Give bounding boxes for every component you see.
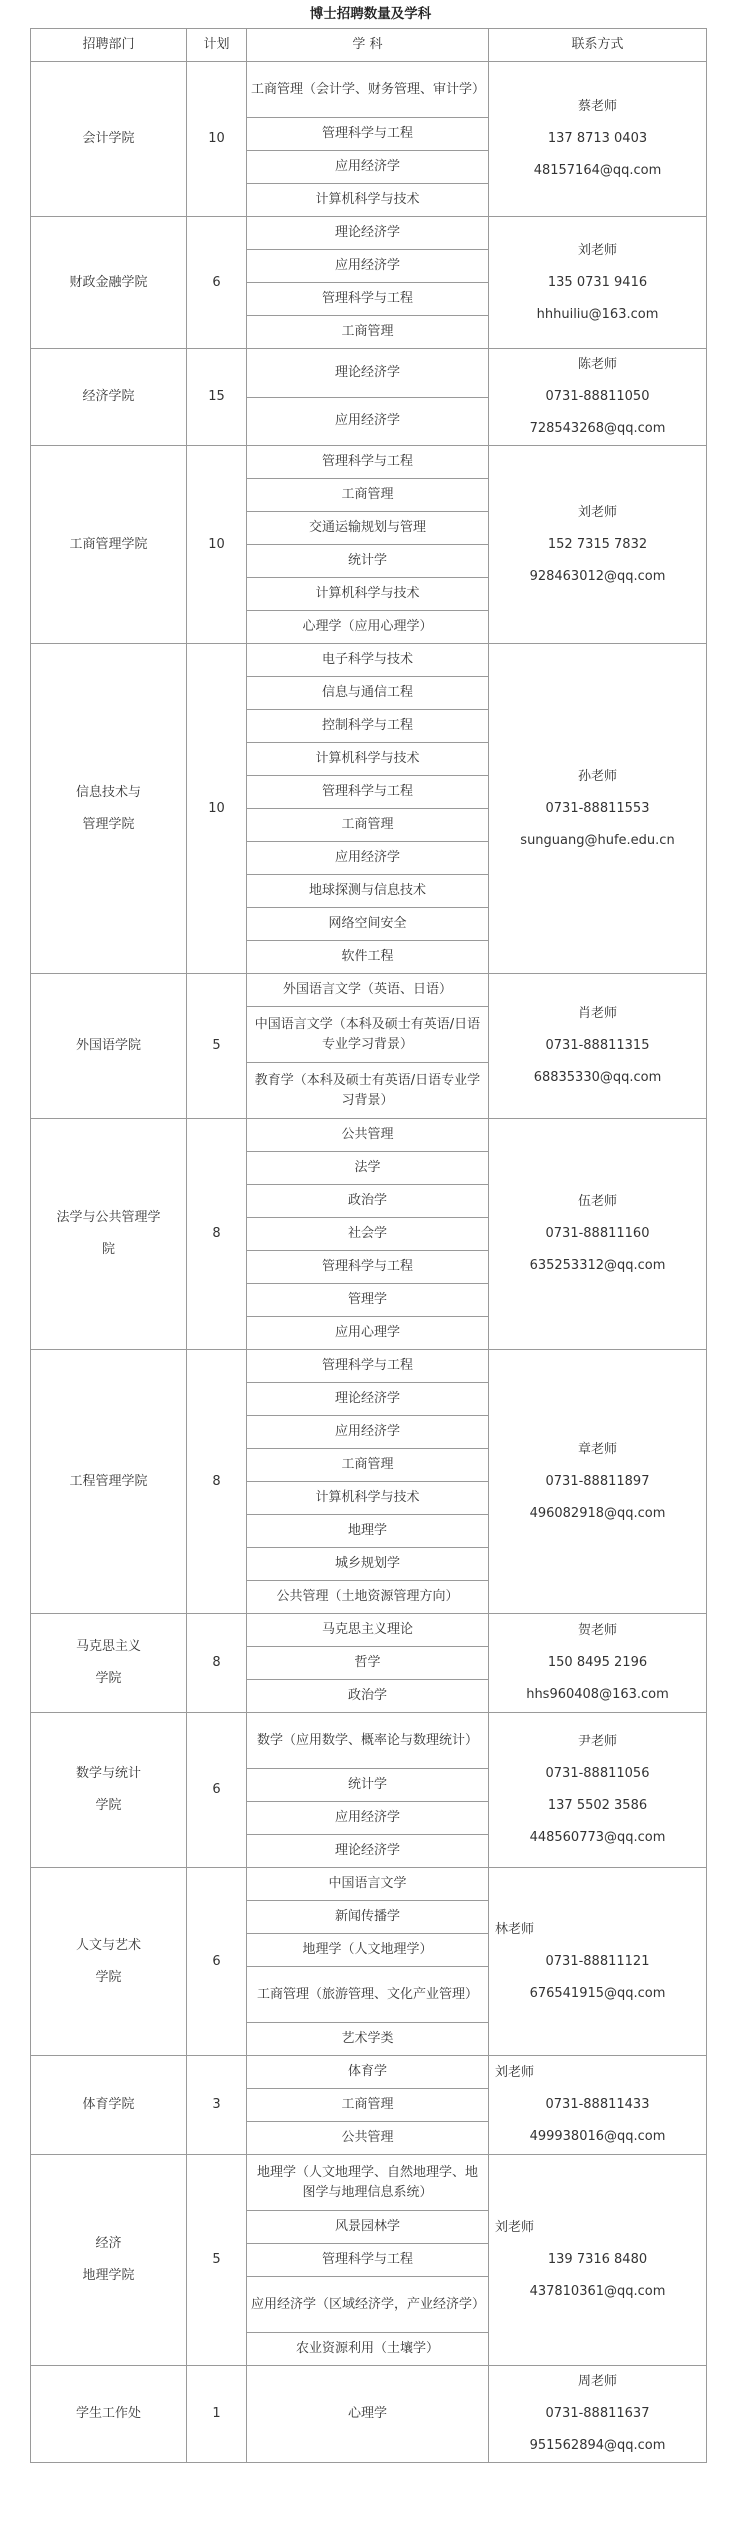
plan-count: 6 (187, 1713, 247, 1868)
subject-cell: 风景园林学 (247, 2211, 489, 2244)
dept-name-line: 体育学院 (82, 2097, 135, 2112)
dept-name-line: 管理学院 (82, 816, 135, 832)
subject-cell: 管理学 (247, 1284, 489, 1317)
contact-cell (489, 446, 707, 644)
subject-cell: 统计学 (247, 545, 489, 578)
subject-cell: 管理科学与工程 (247, 446, 489, 479)
subject-cell: 网络空间安全 (247, 908, 489, 941)
contact-name: 肖老师 (577, 1006, 617, 1021)
contact-name: 蔡老师 (577, 99, 617, 114)
plan-count: 5 (187, 2155, 247, 2366)
dept-cell (31, 2155, 187, 2366)
subject-cell: 新闻传播学 (247, 1901, 489, 1934)
dept-cell (31, 974, 187, 1119)
dept-name-line: 学院 (95, 1969, 122, 1985)
dept-name (69, 267, 147, 299)
dept-cell (31, 217, 187, 349)
table-row (31, 62, 707, 118)
contact-email[interactable]: 635253312@qq.com (529, 1258, 666, 1273)
contact-name: 刘老师 (495, 2220, 535, 2235)
subject-cell: 政治学 (247, 1680, 489, 1713)
contact-phone: 137 5502 3586 (547, 1798, 648, 1813)
table-row (31, 1868, 707, 1901)
subject-cell: 管理科学与工程 (247, 1350, 489, 1383)
plan-count: 5 (187, 974, 247, 1119)
table-row (31, 349, 707, 398)
plan-count: 10 (187, 644, 247, 974)
subject-cell: 公共管理 (247, 1119, 489, 1152)
contact-cell (489, 349, 707, 446)
subject-cell: 应用经济学（区域经济学，产业经济学） (247, 2277, 489, 2333)
contact-name: 周老师 (577, 2374, 617, 2389)
dept-name (82, 123, 134, 155)
contact-name: 刘老师 (577, 242, 617, 258)
table-body (31, 62, 707, 2463)
plan-count: 10 (187, 446, 247, 644)
dept-cell (31, 1350, 187, 1614)
contact-name: 林老师 (495, 1921, 535, 1937)
dept-name-line: 学院 (95, 1671, 122, 1686)
contact-email[interactable]: 499938016@qq.com (529, 2129, 666, 2144)
table-row (31, 974, 707, 1007)
subject-cell: 统计学 (247, 1769, 489, 1802)
subject-cell: 计算机科学与技术 (247, 1482, 489, 1515)
table-title: 博士招聘数量及学科 (309, 6, 432, 22)
dept-name-line: 院 (101, 1242, 115, 1257)
contact-name: 陈老师 (577, 357, 617, 372)
contact-cell (489, 974, 707, 1119)
subject-cell: 社会学 (247, 1218, 489, 1251)
table-row (31, 1119, 707, 1152)
subject-cell: 政治学 (247, 1185, 489, 1218)
contact-cell (489, 1713, 707, 1868)
table-row (31, 1713, 707, 1769)
dept-name (69, 1466, 147, 1498)
subject-cell: 工商管理 (247, 316, 489, 349)
recruitment-table (30, 28, 707, 2463)
dept-name (69, 529, 147, 561)
subject-cell: 地理学（人文地理学） (247, 1934, 489, 1967)
contact-phone: 0731-88811050 (545, 389, 650, 404)
dept-cell (31, 2366, 187, 2463)
contact-email[interactable]: 48157164@qq.com (533, 163, 662, 178)
subject-cell: 理论经济学 (247, 349, 489, 398)
dept-name-line: 外国语学院 (75, 1038, 141, 1053)
subject-cell: 数学（应用数学、概率论与数理统计） (247, 1713, 489, 1769)
contact-name: 尹老师 (577, 1734, 617, 1749)
dept-name-line: 学生工作处 (75, 2406, 141, 2421)
contact-phone: 152 7315 7832 (547, 536, 648, 552)
dept-cell (31, 1119, 187, 1350)
subject-cell: 哲学 (247, 1647, 489, 1680)
contact-cell (489, 1868, 707, 2056)
contact-cell (489, 2056, 707, 2155)
contact-email[interactable]: 928463012@qq.com (529, 568, 666, 584)
plan-count: 8 (187, 1614, 247, 1713)
subject-cell: 管理科学与工程 (247, 1251, 489, 1284)
subject-cell: 理论经济学 (247, 217, 489, 250)
header-plan: 计划 (187, 29, 247, 62)
contact-email[interactable]: 496082918@qq.com (529, 1505, 666, 1521)
subject-cell: 心理学 (247, 2366, 489, 2463)
subject-cell: 工商管理 (247, 809, 489, 842)
table-row (31, 1614, 707, 1647)
contact-phone: 0731-88811637 (545, 2406, 650, 2421)
subject-cell: 中国语言文学 (247, 1868, 489, 1901)
dept-name (76, 1930, 141, 1994)
contact-cell (489, 2366, 707, 2463)
subject-cell: 教育学（本科及硕士有英语/日语专业学习背景） (247, 1063, 489, 1119)
contact-cell (489, 644, 707, 974)
dept-name (82, 2089, 134, 2121)
contact-email[interactable]: 68835330@qq.com (533, 1070, 662, 1085)
subject-cell: 管理科学与工程 (247, 118, 489, 151)
subject-cell: 外国语言文学（英语、日语） (247, 974, 489, 1007)
dept-name (82, 2228, 134, 2292)
contact-phone: 139 7316 8480 (547, 2252, 648, 2267)
subject-cell: 工商管理（旅游管理、文化产业管理） (247, 1967, 489, 2023)
dept-name-line: 人文与艺术 (75, 1937, 141, 1953)
subject-cell: 心理学（应用心理学） (247, 611, 489, 644)
subject-cell: 地理学（人文地理学、自然地理学、地图学与地理信息系统） (247, 2155, 489, 2211)
subject-cell: 法学 (247, 1152, 489, 1185)
subject-cell: 管理科学与工程 (247, 2244, 489, 2277)
subject-cell: 应用经济学 (247, 842, 489, 875)
dept-cell (31, 1614, 187, 1713)
contact-phone: 150 8495 2196 (547, 1655, 648, 1670)
contact-phone: 0731-88811121 (545, 1953, 650, 1969)
dept-name-line: 数学与统计 (75, 1766, 141, 1781)
contact-name: 刘老师 (577, 504, 617, 520)
subject-cell: 工商管理 (247, 479, 489, 512)
table-row (31, 2155, 707, 2211)
subject-cell: 农业资源利用（土壤学） (247, 2333, 489, 2366)
dept-cell (31, 644, 187, 974)
subject-cell: 信息与通信工程 (247, 677, 489, 710)
dept-name-line: 会计学院 (82, 131, 135, 146)
subject-cell: 应用经济学 (247, 397, 489, 446)
dept-name-line: 工程管理学院 (69, 1473, 148, 1489)
header-dept: 招聘部门 (31, 29, 187, 62)
subject-cell: 工商管理 (247, 1449, 489, 1482)
contact-phone: 0731-88811160 (545, 1226, 650, 1241)
dept-name (76, 777, 141, 841)
plan-count: 1 (187, 2366, 247, 2463)
contact-phone: 0731-88811897 (545, 1473, 650, 1489)
table-row (31, 644, 707, 677)
header-contact: 联系方式 (489, 29, 707, 62)
plan-count: 8 (187, 1350, 247, 1614)
contact-email[interactable]: 676541915@qq.com (529, 1985, 666, 2001)
subject-cell: 理论经济学 (247, 1383, 489, 1416)
table-row (31, 446, 707, 479)
plan-count: 10 (187, 62, 247, 217)
subject-cell: 理论经济学 (247, 1835, 489, 1868)
subject-cell: 管理科学与工程 (247, 283, 489, 316)
dept-name-line: 工商管理学院 (69, 536, 148, 552)
contact-cell (489, 1614, 707, 1713)
contact-name: 伍老师 (577, 1194, 617, 1209)
dept-cell (31, 446, 187, 644)
subject-cell: 管理科学与工程 (247, 776, 489, 809)
dept-name (82, 381, 134, 413)
table-row (31, 2056, 707, 2089)
subject-cell: 地理学 (247, 1515, 489, 1548)
contact-cell (489, 2155, 707, 2366)
dept-name-line: 财政金融学院 (69, 274, 148, 290)
dept-name-line: 经济学院 (82, 389, 135, 404)
contact-name: 刘老师 (495, 2065, 535, 2080)
contact-email[interactable]: 951562894@qq.com (529, 2438, 666, 2453)
subject-cell: 体育学 (247, 2056, 489, 2089)
subject-cell: 计算机科学与技术 (247, 184, 489, 217)
header-row (31, 29, 707, 62)
contact-cell (489, 1119, 707, 1350)
subject-cell: 计算机科学与技术 (247, 743, 489, 776)
contact-phone: 0731-88811315 (545, 1038, 650, 1053)
subject-cell: 艺术学类 (247, 2023, 489, 2056)
subject-cell: 工商管理 (247, 2089, 489, 2122)
contact-email[interactable]: 437810361@qq.com (529, 2284, 666, 2299)
dept-name (76, 1030, 141, 1062)
dept-cell (31, 349, 187, 446)
subject-cell: 交通运输规划与管理 (247, 512, 489, 545)
contact-phone: 137 8713 0403 (547, 131, 648, 146)
contact-email[interactable]: 448560773@qq.com (529, 1830, 666, 1845)
subject-cell: 公共管理（土地资源管理方向） (247, 1581, 489, 1614)
dept-cell (31, 2056, 187, 2155)
subject-cell: 应用经济学 (247, 1416, 489, 1449)
contact-cell (489, 62, 707, 217)
dept-name-line: 地理学院 (82, 2268, 135, 2283)
plan-count: 15 (187, 349, 247, 446)
contact-email[interactable]: hhs960408@163.com (526, 1687, 669, 1702)
dept-name-line: 法学与公共管理学 (56, 1210, 161, 1225)
subject-cell: 城乡规划学 (247, 1548, 489, 1581)
subject-cell: 公共管理 (247, 2122, 489, 2155)
subject-cell: 应用经济学 (247, 1802, 489, 1835)
subject-cell: 应用心理学 (247, 1317, 489, 1350)
contact-email[interactable]: hhhuiliu@163.com (536, 306, 659, 322)
contact-email[interactable]: sunguang@hufe.edu.cn (520, 832, 675, 848)
contact-cell (489, 1350, 707, 1614)
plan-count: 6 (187, 217, 247, 349)
subject-cell: 计算机科学与技术 (247, 578, 489, 611)
contact-name: 孙老师 (577, 768, 617, 784)
dept-name-line: 经济 (95, 2236, 122, 2251)
plan-count: 6 (187, 1868, 247, 2056)
contact-name: 章老师 (577, 1441, 617, 1457)
dept-cell (31, 1868, 187, 2056)
dept-cell (31, 62, 187, 217)
dept-name-line: 信息技术与 (75, 784, 141, 800)
dept-name (56, 1202, 160, 1266)
table-row (31, 2366, 707, 2463)
subject-cell: 地球探测与信息技术 (247, 875, 489, 908)
contact-phone: 0731-88811433 (545, 2097, 650, 2112)
contact-name: 贺老师 (577, 1623, 617, 1638)
subject-cell: 应用经济学 (247, 151, 489, 184)
subject-cell: 工商管理（会计学、财务管理、审计学） (247, 62, 489, 118)
contact-phone: 0731-88811056 (545, 1766, 650, 1781)
dept-cell (31, 1713, 187, 1868)
contact-phone: 0731-88811553 (545, 800, 650, 816)
table-row (31, 1350, 707, 1383)
subject-cell: 应用经济学 (247, 250, 489, 283)
dept-name-line: 学院 (95, 1798, 122, 1813)
plan-count: 8 (187, 1119, 247, 1350)
header-subject: 学 科 (247, 29, 489, 62)
subject-cell: 软件工程 (247, 941, 489, 974)
dept-name (76, 2398, 141, 2430)
contact-phone: 135 0731 9416 (547, 274, 648, 290)
table-row (31, 217, 707, 250)
subject-cell: 电子科学与技术 (247, 644, 489, 677)
subject-cell: 中国语言文学（本科及硕士有英语/日语专业学习背景） (247, 1007, 489, 1063)
dept-name (76, 1758, 141, 1822)
contact-cell (489, 217, 707, 349)
subject-cell: 马克思主义理论 (247, 1614, 489, 1647)
dept-name-line: 马克思主义 (75, 1639, 141, 1654)
dept-name (76, 1631, 141, 1695)
plan-count: 3 (187, 2056, 247, 2155)
contact-email[interactable]: 728543268@qq.com (529, 421, 666, 436)
subject-cell: 控制科学与工程 (247, 710, 489, 743)
